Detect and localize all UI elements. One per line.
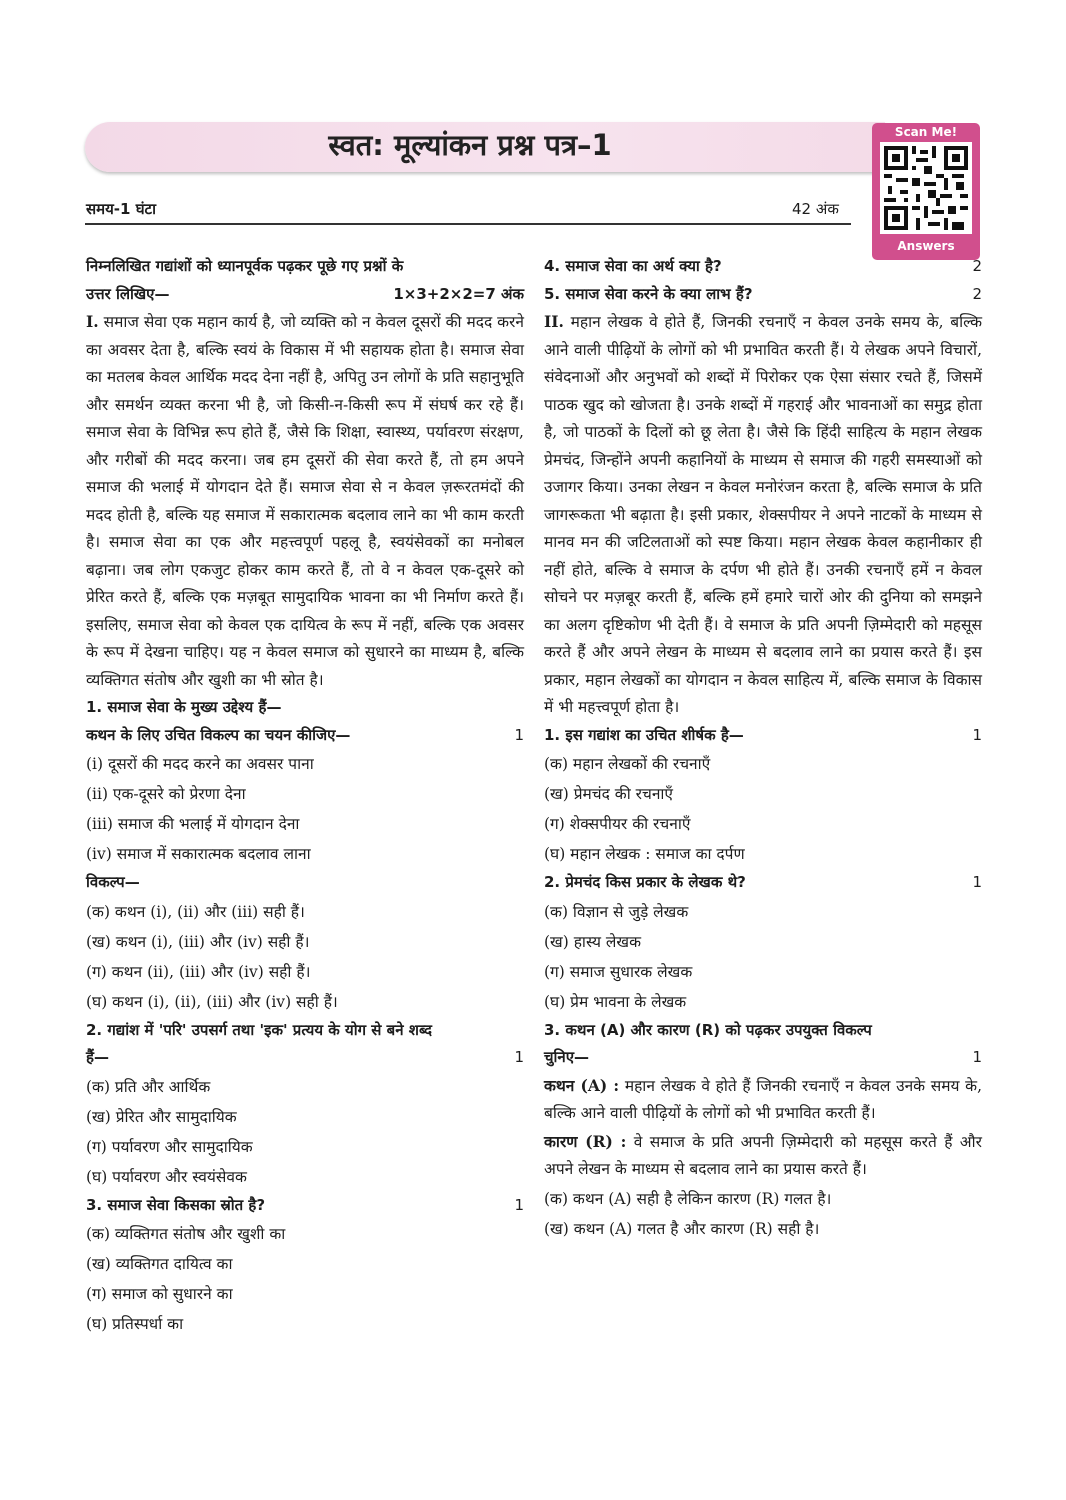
q4-marks: 2 [972, 257, 982, 275]
r-q2-title [544, 869, 982, 897]
r-q2-title-text: 2. प्रेमचंद किस प्रकार के लेखक थे? [544, 873, 746, 891]
reason-text: वे समाज के प्रति अपनी ज़िम्मेदारी को महसूस करते हैं और अपने लेखन के माध्यम से बदलाव लाने का प्रयास करते हैं। [544, 1132, 983, 1178]
option-item: (ग) समाज को सुधारने का [86, 1285, 233, 1303]
right-column [544, 253, 982, 1244]
time-label: समय-1 घंटा [86, 200, 157, 218]
qr-badge[interactable] [872, 123, 980, 260]
option-item: (ख) कथन (A) गलत है और कारण (R) सही है। [544, 1219, 820, 1238]
passage-one [86, 308, 524, 694]
option-item: (ख) हास्य लेखक [544, 932, 641, 951]
header-divider [85, 223, 851, 225]
option-item: (घ) प्रेम भावना के लेखक [544, 992, 687, 1011]
option-item: (ख) व्यक्तिगत दायित्व का [86, 1255, 233, 1273]
r-q3-marks: 1 [972, 1048, 982, 1066]
q1-sub-text: कथन के लिए उचित विकल्प का चयन कीजिए— [86, 725, 351, 744]
statement-item: (ii) एक-दूसरे को प्रेरणा देना [86, 785, 246, 803]
option-item: (क) कथन (i), (ii) और (iii) सही हैं। [86, 902, 305, 921]
option-item: (ग) शेक्सपीयर की रचनाएँ [544, 815, 691, 833]
instruction-line: निम्नलिखित गद्यांशों को ध्यानपूर्वक पढ़कर पूछे गए प्रश्नों के [86, 257, 404, 275]
q2-title-line-2 [86, 1044, 524, 1072]
q1-title: 1. समाज सेवा के मुख्य उद्देश्य हैं— [86, 698, 282, 716]
q2-marks: 1 [514, 1048, 524, 1066]
q5-marks: 2 [972, 284, 982, 303]
option-item: (ख) प्रेमचंद की रचनाएँ [544, 785, 674, 803]
qr-scan-label: Scan Me! [894, 125, 958, 139]
option-item: (ख) कथन (i), (iii) और (iv) सही हैं। [86, 932, 310, 951]
page-title: स्वत: मूल्यांकन प्रश्न पत्र–1 [328, 128, 612, 162]
option-item: (घ) कथन (i), (ii), (iii) और (iv) सही हैं। [86, 992, 338, 1011]
statement-item: (iii) समाज की भलाई में योगदान देना [86, 815, 300, 833]
r-q1-marks: 1 [972, 725, 982, 744]
option-item: (ख) प्रेरित और सामुदायिक [86, 1107, 237, 1126]
r-q1-title-text: 1. इस गद्यांश का उचित शीर्षक है— [544, 725, 744, 744]
assertion-text: महान लेखक वे होते हैं जिनकी रचनाएँ न केवल उनके समय के, बल्कि आने वाली पीढ़ियों के लोगों को भी प्रभावित करती हैं। [544, 1076, 982, 1122]
marks-label: 42 अंक [792, 200, 839, 218]
r-q3-title-line-2 [544, 1044, 982, 1072]
option-item: (क) विज्ञान से जुड़े लेखक [544, 902, 689, 921]
q2-title: 2. गद्यांश में 'परि' उपसर्ग तथा 'इक' प्रत्यय के योग से बने शब्द [86, 1020, 432, 1039]
option-item: (घ) पर्यावरण और स्वयंसेवक [86, 1167, 247, 1186]
qr-code-icon[interactable] [880, 142, 972, 234]
qr-answers-label: Answers [897, 239, 955, 253]
q1-marks: 1 [514, 725, 524, 744]
option-item: (क) प्रति और आर्थिक [86, 1077, 211, 1096]
r-q3-title: 3. कथन (A) और कारण (R) को पढ़कर उपयुक्त विकल्प [544, 1020, 872, 1039]
q3-title [86, 1192, 524, 1220]
option-item: (ग) पर्यावरण और सामुदायिक [86, 1137, 253, 1156]
left-column [86, 253, 524, 1339]
instruction-marks: 1×3+2×2=7 अंक [393, 284, 524, 303]
q1-vikalp: विकल्प— [86, 873, 140, 891]
q4-title [544, 253, 982, 281]
passage-one-text: समाज सेवा एक महान कार्य है, जो व्यक्ति को न केवल दूसरों की मदद करने का अवसर देता है, बल्कि स्वयं के विकास में भी सहायक होता है। समाज सेवा का मतलब केवल आर्थिक मदद देना नहीं है, अपितु उन लोगों के प्रति सहानुभूति और समर्थन व्यक्त करना भी है, जो किसी-न-किसी रूप में संघर्ष कर रहे हैं। समाज सेवा के विभिन्न रूप होते हैं, जैसे कि शिक्षा, स्वास्थ्य, पर्यावरण संरक्षण, और गरीबों की मदद करना। जब हम दूसरों की सेवा करते हैं, तो हम अपने समाज की भलाई में योगदान देते हैं। समाज सेवा से न केवल ज़रूरतमंदों की मदद होती है, बल्कि यह समाज में सकारात्मक बदलाव लाने का भी काम करती है। समाज सेवा का एक और महत्त्वपूर्ण पहलू है, स्वयंसेवकों का मनोबल बढ़ाना। जब लोग एकजुट होकर काम करते हैं, तो वे न केवल एक-दूसरे को प्रेरित करते हैं, बल्कि एक मज़बूत सामुदायिक भावना का भी निर्माण करते हैं। इसलिए, समाज सेवा को केवल एक दायित्व के रूप में नहीं, बल्कि एक अवसर के रूप में देखना चाहिए। यह न केवल समाज को सुधारने का माध्यम है, बल्कि व्यक्तिगत संतोष और खुशी का भी स्रोत है। [86, 313, 524, 689]
instruction-text: उत्तर लिखिए— [86, 284, 170, 303]
passage-one-label: I. [86, 312, 99, 331]
q3-marks: 1 [514, 1195, 524, 1214]
passage-two-text: महान लेखक वे होते हैं, जिनकी रचनाएँ न केवल उनके समय के, बल्कि आने वाली पीढ़ियों के लोगों को भी प्रभावित करती हैं। ये लेखक अपने विचारों, संवेदनाओं और अनुभवों को शब्दों में पिरोकर एक ऐसा संसार रचते हैं, जिसमें पाठक खुद को खोजता है। उनके शब्दों में गहराई और भावनाओं का समुद्र होता है, जो पाठकों के दिलों को छू लेता है। जैसे कि हिंदी साहित्य के महान लेखक प्रेमचंद, जिन्होंने अपनी कहानियों के माध्यम से समाज की गहरी समस्याओं को उजागर किया। उनका लेखन न केवल मनोरंजन करता है, बल्कि समाज के प्रति जागरूकता भी बढ़ाता है। इसी प्रकार, शेक्सपीयर ने अपने नाटकों के माध्यम से मानव मन की जटिलताओं को स्पष्ट किया। महान लेखक केवल कहानीकार ही नहीं होते, बल्कि वे समाज के दर्पण भी होते हैं। उनकी रचनाएँ हमें न केवल सोचने पर मज़बूर करती हैं, बल्कि हमें हमारे चारों ओर की दुनिया को समझने का अलग दृष्टिकोण भी देती हैं। वे समाज के प्रति अपनी ज़िम्मेदारी को महसूस करते हैं और अपने लेखन के माध्यम से बदलाव लाने का प्रयास करते हैं। इस प्रकार, महान लेखकों का योगदान न केवल साहित्य में, बल्कि समाज के विकास में भी महत्त्वपूर्ण होता है। [544, 313, 982, 716]
assertion-label: कथन (A) : [544, 1075, 620, 1095]
q2-title-text: हैं— [86, 1048, 109, 1066]
passage-two-label: II. [544, 312, 564, 331]
assertion [544, 1072, 982, 1128]
statement-item: (i) दूसरों की मदद करने का अवसर पाना [86, 755, 314, 773]
option-item: (क) कथन (A) सही है लेकिन कारण (R) गलत है। [544, 1189, 832, 1208]
instruction-line-2 [86, 281, 524, 309]
option-item: (ग) कथन (ii), (iii) और (iv) सही हैं। [86, 962, 311, 981]
statement-item: (iv) समाज में सकारात्मक बदलाव लाना [86, 845, 311, 863]
option-item: (घ) महान लेखक : समाज का दर्पण [544, 845, 745, 863]
q5-title-text: 5. समाज सेवा करने के क्या लाभ हैं? [544, 284, 753, 303]
option-item: (क) व्यक्तिगत संतोष और खुशी का [86, 1225, 286, 1243]
q5-title [544, 281, 982, 309]
r-q2-marks: 1 [972, 873, 982, 891]
q1-sub [86, 722, 524, 750]
r-q3-title-text: चुनिए— [544, 1048, 590, 1066]
option-item: (ग) समाज सुधारक लेखक [544, 962, 693, 981]
passage-two [544, 308, 982, 722]
reason [544, 1128, 982, 1184]
option-item: (क) महान लेखकों की रचनाएँ [544, 755, 711, 773]
r-q1-title [544, 722, 982, 750]
q3-title-text: 3. समाज सेवा किसका स्रोत है? [86, 1195, 266, 1214]
reason-label: कारण (R) : [544, 1131, 627, 1151]
q4-title-text: 4. समाज सेवा का अर्थ क्या है? [544, 257, 722, 275]
option-item: (घ) प्रतिस्पर्धा का [86, 1315, 184, 1333]
